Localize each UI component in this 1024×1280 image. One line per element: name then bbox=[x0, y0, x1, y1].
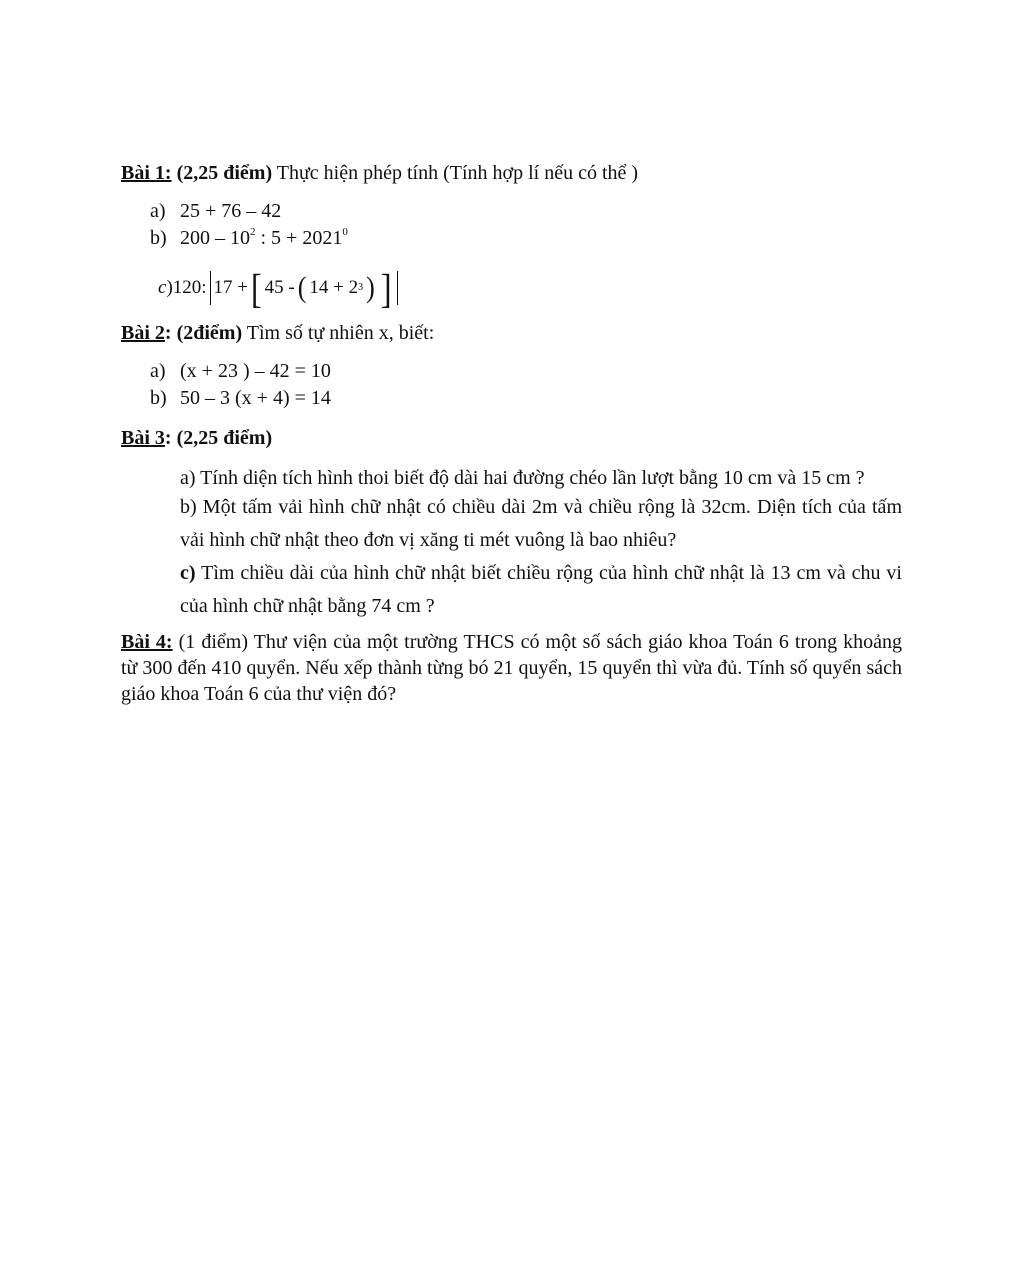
bai3-part-b: b) Một tấm vải hình chữ nhật có chiều dài 2m và chiều rộng là 32cm. Diện tích của tấm vải hình chữ nhật theo đơn vị xăng ti mét vuông là bao nhiêu? bbox=[180, 496, 902, 551]
bai4-label: Bài 4: bbox=[121, 631, 173, 653]
bai1-item-b bbox=[121, 225, 902, 252]
bai1-label: Bài 1: bbox=[121, 162, 172, 184]
bai1-item-c bbox=[121, 260, 902, 312]
bai1-item-c-term2: 45 - bbox=[264, 277, 295, 298]
document-page bbox=[121, 160, 902, 707]
open-paren-icon: ( bbox=[297, 270, 307, 305]
bai1-item-b-expr bbox=[180, 227, 348, 249]
close-paren-icon: ) bbox=[366, 270, 375, 305]
bai3-part-c-text: Tìm chiều dài của hình chữ nhật biết chiều rộng của hình chữ nhật là 13 cm và chu vi của hình chữ nhật bằng 74 cm ? bbox=[180, 562, 902, 617]
bai1-item-c-expr: c )120: 17 + [ 45 - ( 14 + 2 3 ) ] bbox=[158, 271, 401, 305]
bai4-paragraph bbox=[121, 629, 902, 707]
bai1-item-b-part1: 200 – 10 bbox=[180, 227, 250, 249]
bai3-heading bbox=[121, 425, 902, 451]
bai2-label: Bài 2 bbox=[121, 322, 165, 344]
bai2-item-b bbox=[121, 385, 902, 412]
bai1-points: (2,25 điểm) bbox=[176, 162, 273, 184]
bai3-part-a: a) Tính diện tích hình thoi biết độ dài hai đường chéo lần lượt bằng 10 cm và 15 cm ? bbox=[180, 467, 865, 489]
bai1-list bbox=[121, 198, 902, 252]
bai1-heading bbox=[121, 160, 902, 186]
bai3-part-c bbox=[121, 557, 902, 623]
bai2-item-b-marker: b) bbox=[150, 387, 167, 409]
bai2-colon: : bbox=[164, 322, 172, 344]
bai3-points: : (2,25 điểm) bbox=[164, 427, 273, 449]
bai2-item-a-expr: (x + 23 ) – 42 = 10 bbox=[180, 360, 331, 382]
bai3-part-c-label: c) bbox=[180, 562, 196, 584]
bai1-item-b-marker: b) bbox=[150, 227, 167, 249]
bai1-item-c-term1: 17 + bbox=[213, 277, 249, 298]
bai1-text: Thực hiện phép tính (Tính hợp lí nếu có thể ) bbox=[276, 162, 639, 184]
bai3-label: Bài 3 bbox=[121, 427, 165, 449]
close-bracket-icon: ] bbox=[380, 264, 392, 312]
bai4-text: (1 điểm) Thư viện của một trường THCS có một số sách giáo khoa Toán 6 trong khoảng từ 300 đến 410 quyển. Nếu xếp thành từng bó 21 quyển, 15 quyển thì vừa đủ. Tính số quyển sách giáo khoa Toán 6 của thư viện đó? bbox=[121, 631, 902, 705]
bai1-item-b-exponent2: 0 bbox=[342, 226, 348, 238]
bai2-item-a bbox=[121, 358, 902, 385]
bai2-item-b-expr: 50 – 3 (x + 4) = 14 bbox=[180, 387, 331, 409]
bai1-item-a-marker: a) bbox=[150, 200, 166, 222]
bai2-heading bbox=[121, 320, 902, 346]
bai1-item-b-exponent1: 2 bbox=[250, 226, 256, 238]
open-bracket-icon: [ bbox=[251, 264, 262, 312]
bai1-item-a bbox=[121, 198, 902, 225]
bai2-text: Tìm số tự nhiên x, biết: bbox=[246, 322, 435, 344]
bai1-item-b-part2: : 5 + 2021 bbox=[255, 227, 343, 249]
bai2-points: (2điểm) bbox=[176, 322, 243, 344]
bai1-item-c-lead: )120: bbox=[166, 277, 207, 298]
close-brace-icon bbox=[397, 271, 398, 305]
open-brace-icon bbox=[210, 271, 211, 305]
bai1-item-c-marker: c bbox=[158, 277, 167, 298]
bai2-list bbox=[121, 358, 902, 412]
bai2-item-a-marker: a) bbox=[150, 360, 166, 382]
bai1-item-c-term3: 14 + 2 bbox=[309, 277, 359, 298]
bai1-item-a-expr: 25 + 76 – 42 bbox=[180, 200, 282, 222]
